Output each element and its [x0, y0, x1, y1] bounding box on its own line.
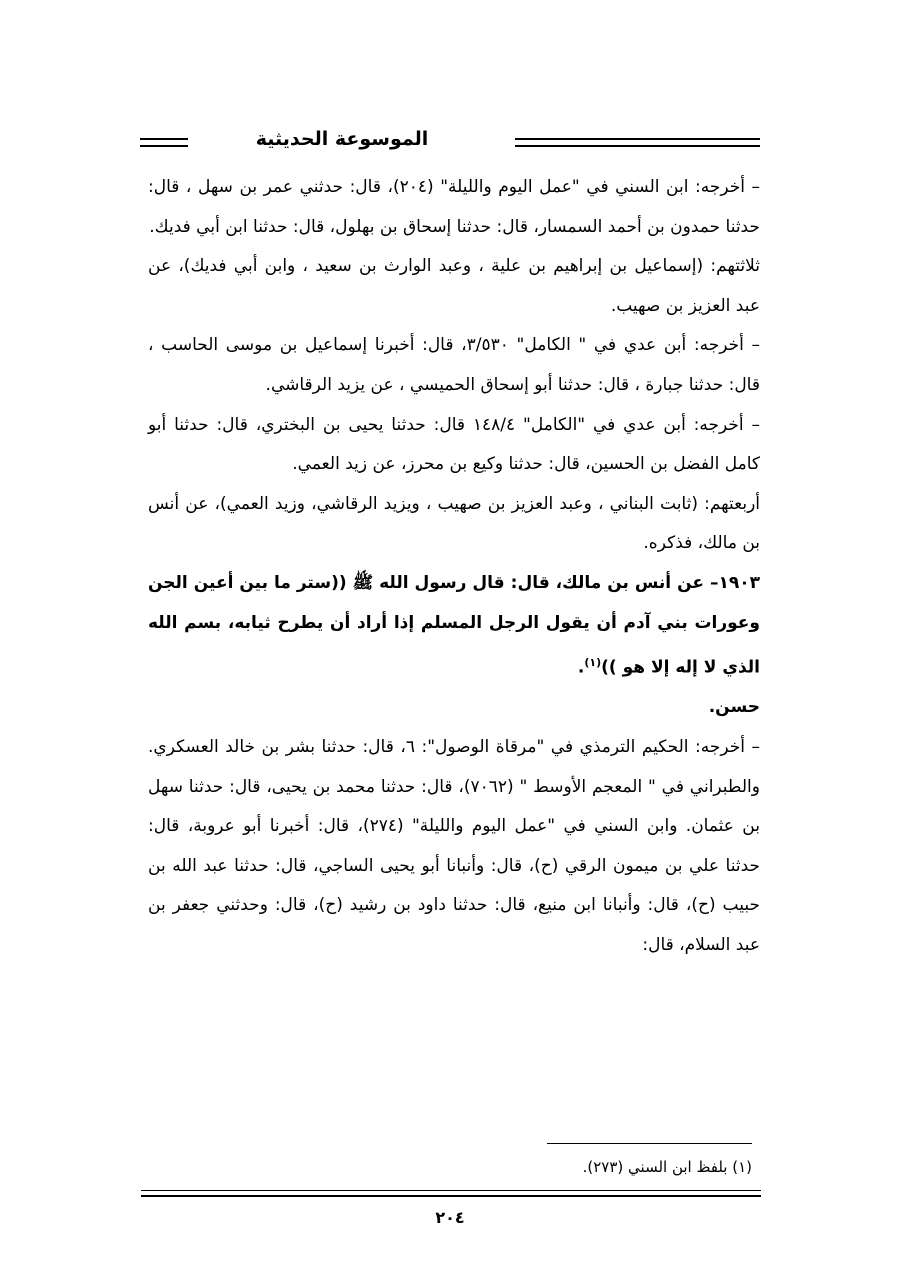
page-body: [148, 168, 760, 966]
bottom-rule: [141, 1190, 761, 1197]
footnote-separator: [547, 1143, 752, 1144]
paragraph-takhrij-4: – أخرجه: الحكيم الترمذي في "مرقاة الوصول": ٦، قال: حدثنا بشر بن خالد العسكري. والطبراني في " المعجم الأوسط " (٧٠٦٢)، قال: حدثنا محمد بن يحيى، قال: حدثنا سهل بن عثمان. وابن السني في "عمل اليوم والليلة" (٢٧٤)، قال: أخبرنا أبو عروبة، قال: حدثنا علي بن ميمون الرقي (ح)، قال: وأنبانا أبو يحيى الساجي، قال: حدثنا عبد الله بن حبيب (ح)، قال: وأنبانا ابن منيع، قال: حدثنا داود بن رشيد (ح)، قال: وحدثني جعفر بن عبد السلام، قال:: [148, 736, 760, 955]
running-header: [140, 126, 760, 156]
footnote: (١) بلفظ ابن السني (٢٧٣).: [582, 1158, 752, 1176]
hadith-body: ١٩٠٣– عن أنس بن مالك، قال: قال رسول الله ﷺ ((ستر ما بين أعين الجن وعورات بني آدم أن يقول الرجل المسلم إذا أراد أن يطرح ثيابه، بسم الله الذي لا إله إلا هو )): [148, 572, 760, 678]
footnote-ref: (١): [584, 656, 602, 670]
paragraph-summary-1: ثلاثتهم: (إسماعيل بن إبراهيم بن علية ، وعبد الوارث بن سعيد ، وابن أبي فديك)، عن عبد العزيز بن صهيب.: [148, 256, 760, 316]
paragraph-takhrij-1: – أخرجه: ابن السني في "عمل اليوم والليلة" (٢٠٤)، قال: حدثني عمر بن سهل ، قال: حدثنا حمدون بن أحمد السمسار، قال: حدثنا إسحاق بن بهلول، قال: حدثنا ابن أبي فديك.: [148, 177, 760, 237]
page-number: ٢٠٤: [435, 1208, 465, 1227]
hadith-text: [148, 564, 760, 688]
header-rule-right: [515, 138, 760, 147]
paragraph-takhrij-2: – أخرجه: أبن عدي في " الكامل" ٣/٥٣٠، قال: أخبرنا إسماعيل بن موسى الحاسب ، قال: حدثنا جبارة ، قال: حدثنا أبو إسحاق الحميسي ، عن يزيد الرقاشي.: [148, 335, 760, 395]
header-rule-left: [140, 138, 188, 147]
running-title: الموسوعة الحديثية: [255, 128, 429, 150]
paragraph-summary-2: أربعتهم: (ثابت البناني ، وعبد العزيز بن صهيب ، ويزيد الرقاشي، وزيد العمي)، عن أنس بن مالك، فذكره.: [148, 493, 760, 554]
paragraph-takhrij-3: – أخرجه: أبن عدي في "الكامل" ١٤٨/٤ قال: حدثنا يحيى بن البختري، قال: حدثنا أبو كامل الفضل بن الحسين، قال: حدثنا وكيع بن محرز، عن زيد العمي.: [148, 414, 761, 475]
hadith-grade: حسن.: [708, 697, 760, 718]
hadith-end: .: [577, 657, 585, 678]
